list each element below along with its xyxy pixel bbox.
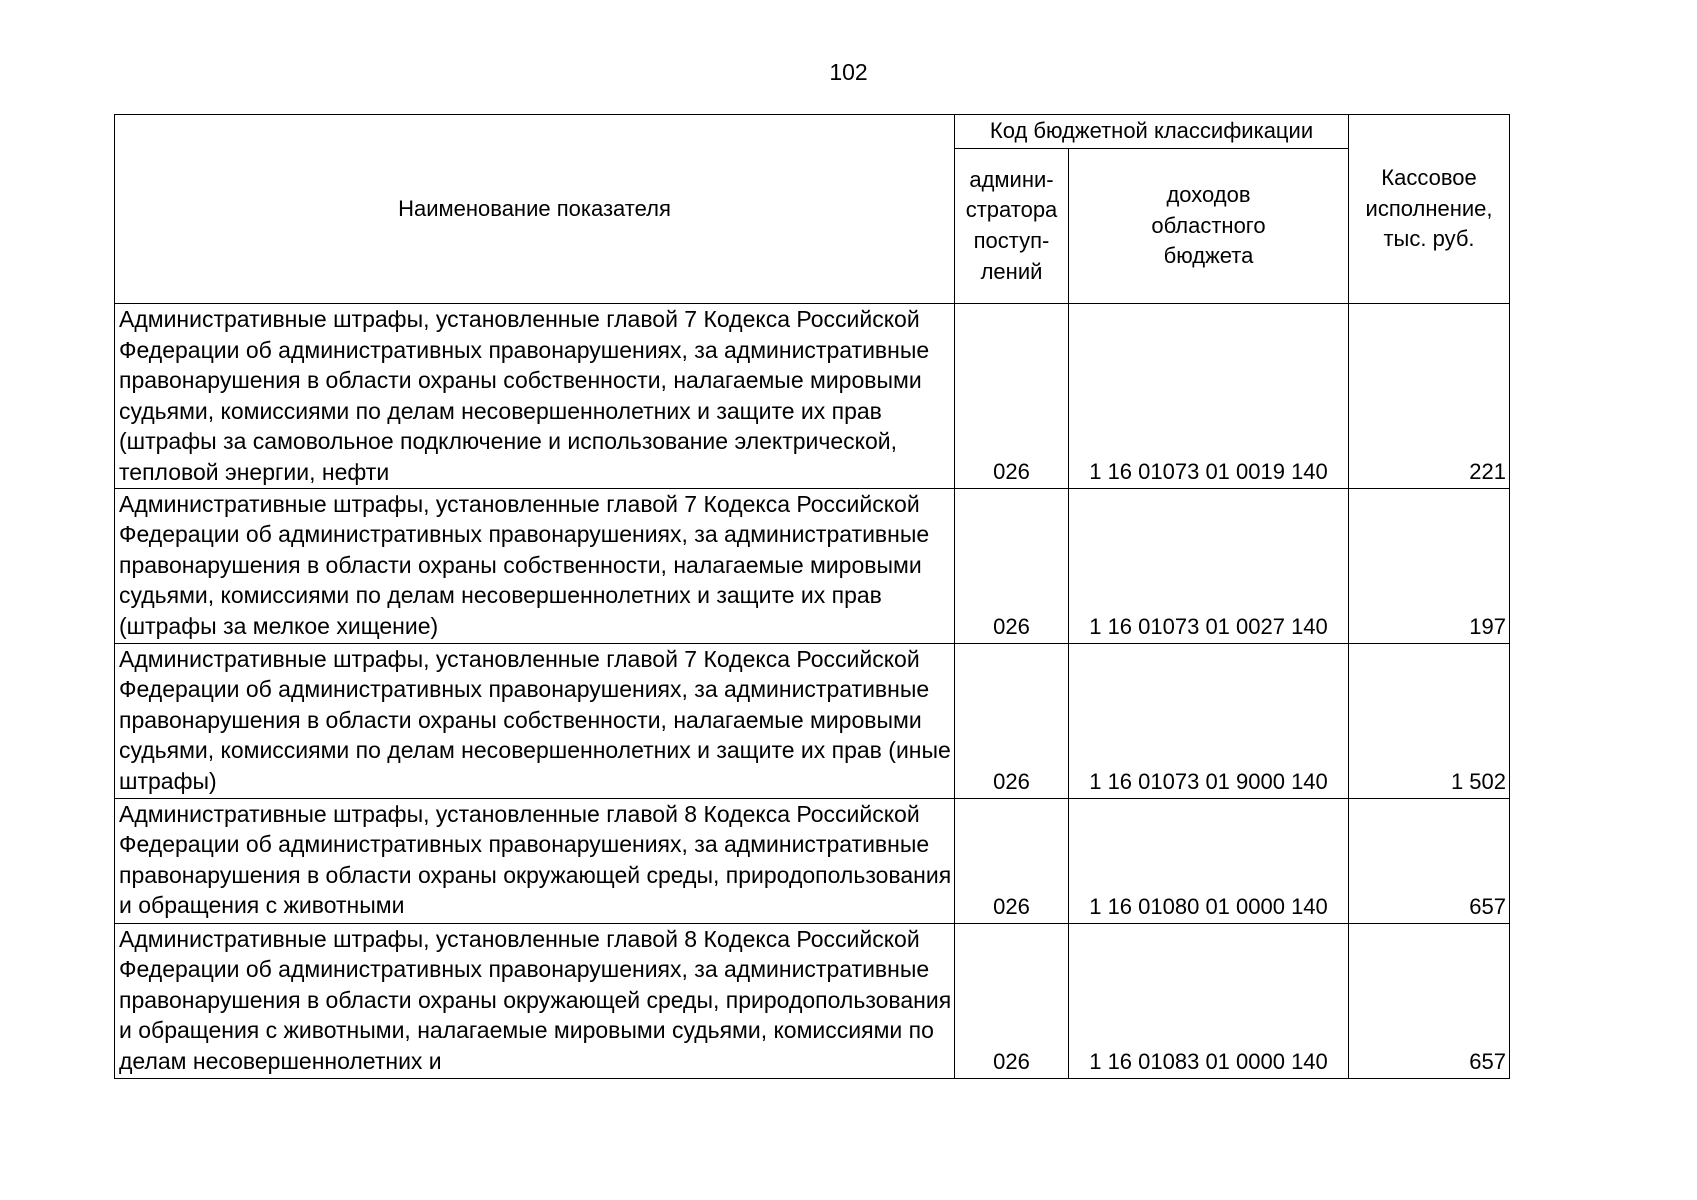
row-name: Административные штрафы, установленные главой 7 Кодекса Российской Федерации об административных правонарушениях, за административные правонарушения в области охраны собственности, налагаемые мировыми судьями, комиссиями по делам несовершеннолетних и защите их прав (штрафы за самовольное подключение и использование электрической, тепловой энергии, нефти <box>115 304 955 489</box>
table-row <box>115 304 1510 489</box>
row-name-text: Административные штрафы, установленные главой 8 Кодекса Российской Федерации об административных правонарушениях, за административные правонарушения в области охраны окружающей среды, природопользования и обращения с животными, налагаемые мировыми судьями, комиссиями по делам несовершеннолетних и <box>119 925 952 1074</box>
row-amount: 657 <box>1349 923 1510 1078</box>
row-code: 1 16 01073 01 0027 140 <box>1069 488 1349 643</box>
page-number: 102 <box>829 59 868 85</box>
row-amount: 1 502 <box>1349 643 1510 798</box>
row-admin: 026 <box>955 798 1069 923</box>
row-admin: 026 <box>955 923 1069 1078</box>
row-name: Административные штрафы, установленные главой 7 Кодекса Российской Федерации об административных правонарушениях, за административные правонарушения в области охраны собственности, налагаемые мировыми судьями, комиссиями по делам несовершеннолетних и защите их прав (штрафы за мелкое хищение) <box>115 488 955 643</box>
header-code: доходов областного бюджета <box>1069 149 1349 304</box>
row-name: Административные штрафы, установленные главой 7 Кодекса Российской Федерации об административных правонарушениях, за административные правонарушения в области охраны собственности, налагаемые мировыми судьями, комиссиями по делам несовершеннолетних и защите их прав (иные штрафы) <box>115 643 955 798</box>
row-code: 1 16 01080 01 0000 140 <box>1069 798 1349 923</box>
row-code: 1 16 01083 01 0000 140 <box>1069 923 1349 1078</box>
table-row <box>115 798 1510 923</box>
row-admin: 026 <box>955 643 1069 798</box>
row-amount: 197 <box>1349 488 1510 643</box>
row-code: 1 16 01073 01 0019 140 <box>1069 304 1349 489</box>
header-admin: админи- стратора поступ- лений <box>955 149 1069 304</box>
header-budget-classification: Код бюджетной классификации <box>955 115 1349 149</box>
row-amount: 221 <box>1349 304 1510 489</box>
table-row <box>115 488 1510 643</box>
table-row <box>115 923 1510 1078</box>
row-amount: 657 <box>1349 798 1510 923</box>
row-admin: 026 <box>955 488 1069 643</box>
row-code: 1 16 01073 01 9000 140 <box>1069 643 1349 798</box>
header-name: Наименование показателя <box>115 115 955 304</box>
row-name <box>115 923 955 1078</box>
row-name: Административные штрафы, установленные главой 8 Кодекса Российской Федерации об административных правонарушениях, за административные правонарушения в области охраны окружающей среды, природопользования и обращения с животными <box>115 798 955 923</box>
row-admin: 026 <box>955 304 1069 489</box>
table-row <box>115 643 1510 798</box>
budget-table <box>114 114 1510 1079</box>
header-amount: Кассовое исполнение, тыс. руб. <box>1349 115 1510 304</box>
